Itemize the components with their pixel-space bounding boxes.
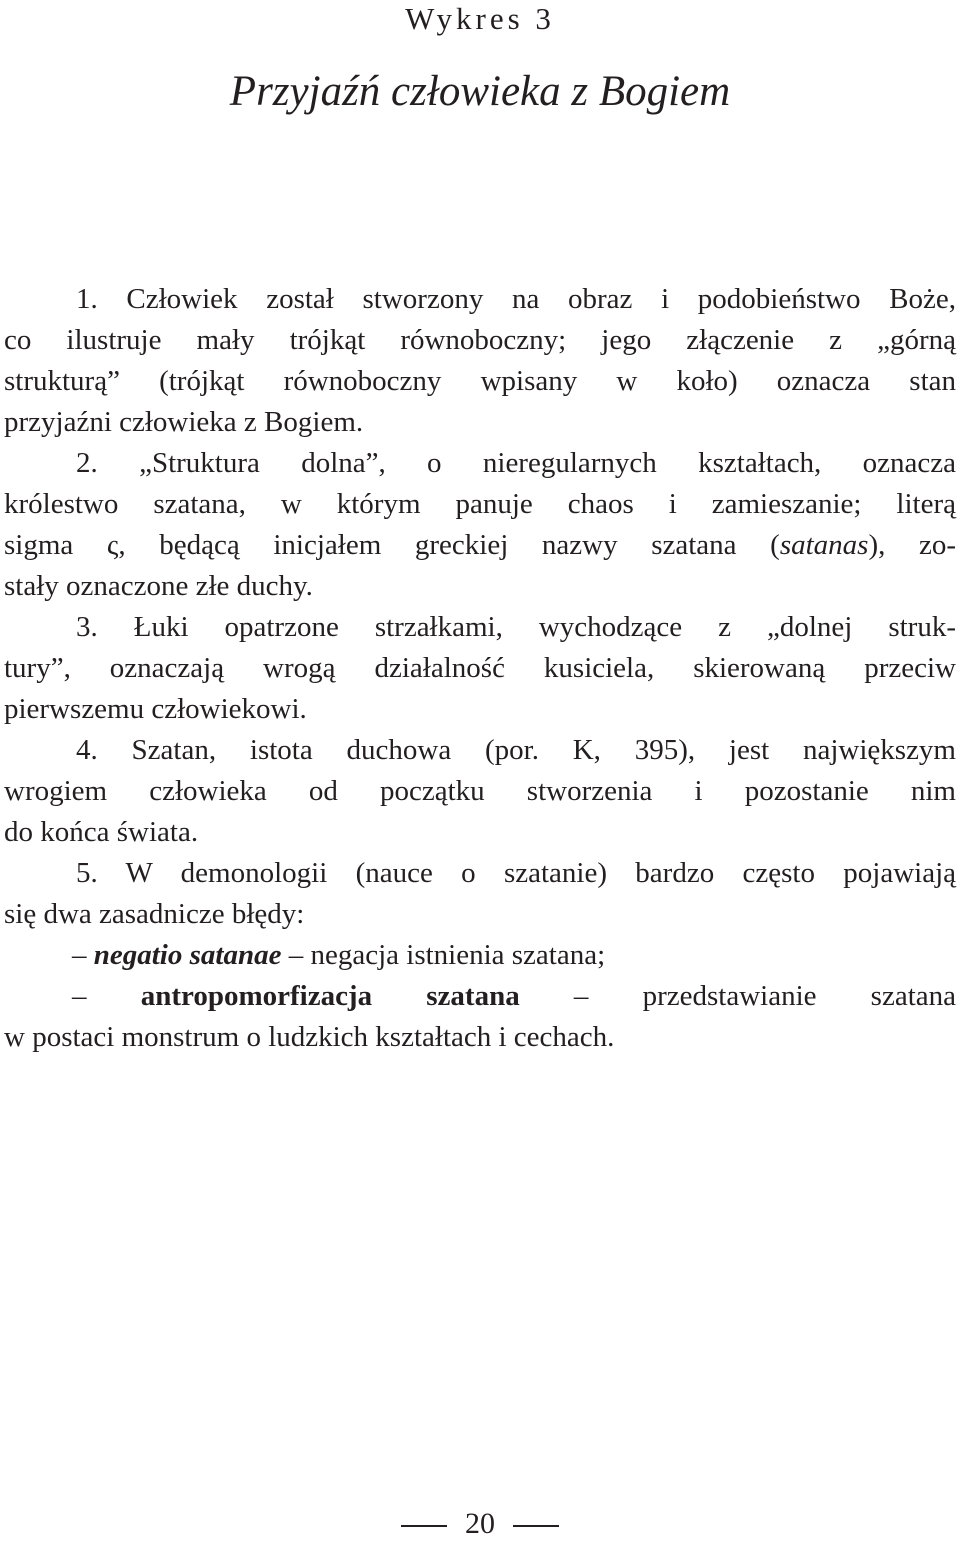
divider	[401, 1525, 447, 1527]
paragraph-2	[4, 443, 956, 607]
text-line: 2. „Struktura dolna”, o nieregularnych kształtach, oznacza	[76, 447, 956, 479]
dash: –	[72, 980, 87, 1012]
paragraph-5	[4, 853, 956, 935]
text-line: 3. Łuki opatrzone strzałkami, wychodzące z „dolnej struk-	[76, 611, 956, 643]
term: negatio satanae	[93, 939, 282, 971]
text-line: do końca świata.	[4, 816, 199, 848]
paragraph-1	[4, 279, 956, 443]
paragraph-3	[4, 607, 956, 730]
body-text	[4, 279, 956, 1058]
text-line: przyjaźni człowieka z Bogiem.	[4, 406, 364, 438]
term: antropomorfizacja szatana	[140, 980, 520, 1012]
paragraph-4	[4, 730, 956, 853]
text-segment: sigma ς, będącą inicjałem greckiej nazwy szatana (	[4, 529, 780, 561]
text-line: królestwo szatana, w którym panuje chaos i zamieszanie; literą	[4, 488, 956, 520]
text-line: 5. W demonologii (nauce o szatanie) bardzo często pojawiają	[76, 857, 956, 889]
text-segment: ), zo-	[868, 529, 957, 561]
text-line: wrogiem człowieka od początku stworzenia i pozostanie nim	[4, 775, 956, 807]
definition: – negacja istnienia szatana;	[288, 939, 606, 971]
text-line: strukturą” (trójkąt równoboczny wpisany w koło) oznacza stan	[4, 365, 956, 397]
text-line: w postaci monstrum o ludzkich kształtach i cechach.	[4, 1021, 615, 1053]
text-line: tury”, oznaczają wrogą działalność kusiciela, skierowaną przeciw	[4, 652, 956, 684]
text-line: stały oznaczone złe duchy.	[4, 570, 313, 602]
definition: – przedstawianie szatana	[573, 980, 957, 1012]
list-item	[4, 935, 956, 976]
text-line: pierwszemu człowiekowi.	[4, 693, 307, 725]
list-item	[4, 976, 956, 1017]
dash: –	[72, 939, 87, 971]
italic-term: satanas	[779, 529, 869, 561]
text-line: co ilustruje mały trójkąt równoboczny; jego złączenie z „górną	[4, 324, 956, 356]
page-footer	[0, 1506, 960, 1542]
page-number: 20	[465, 1507, 495, 1540]
text-line	[4, 525, 956, 566]
text-line: 4. Szatan, istota duchowa (por. K, 395), jest największym	[76, 734, 956, 766]
text-line: się dwa zasadnicze błędy:	[4, 898, 305, 930]
divider	[513, 1525, 559, 1527]
figure-label: Wykres 3	[405, 1, 555, 36]
error-list	[4, 935, 956, 1058]
page-title: Przyjaźń człowieka z Bogiem	[229, 68, 731, 115]
text-line: 1. Człowiek został stworzony na obraz i podobieństwo Boże,	[76, 283, 956, 315]
